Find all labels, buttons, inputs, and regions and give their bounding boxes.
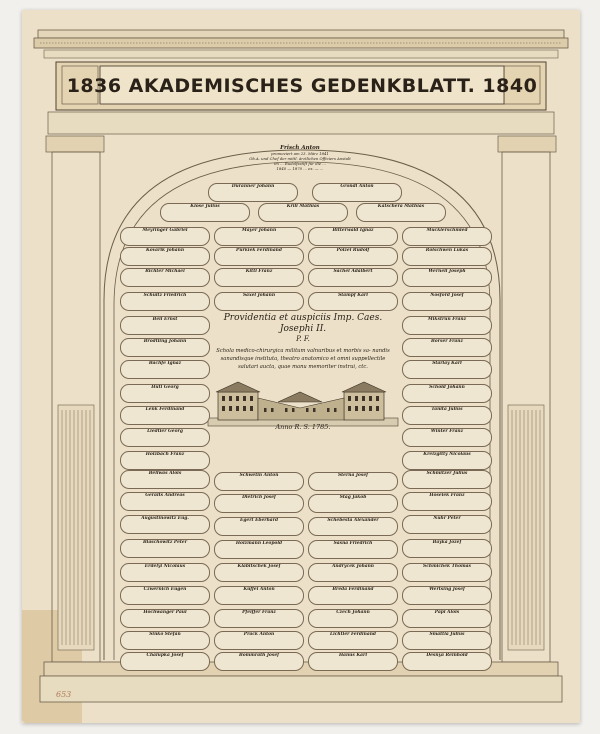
cartouche-name: Borser Franz <box>431 339 463 344</box>
cartouche-name: Schwetin Anton <box>239 473 279 478</box>
cartouche-name: Sasna Friedrich <box>333 541 373 546</box>
name-cartouche <box>308 494 398 513</box>
name-cartouche <box>308 652 398 671</box>
cartouche-name: Küffel Anton <box>243 587 275 592</box>
name-cartouche <box>402 563 492 582</box>
name-cartouche <box>120 292 210 311</box>
name-cartouche <box>214 563 304 582</box>
cartouche-name: Krelzgitty Nicolaus <box>423 452 471 457</box>
name-cartouche <box>308 517 398 536</box>
cartouche-name: Prack Anton <box>243 632 275 637</box>
cartouche-name: Mayer Johann <box>241 228 277 233</box>
name-cartouche <box>120 539 210 558</box>
memorial-title: 1836 AKADEMISCHES GEDENKBLATT. 1840 <box>66 75 538 97</box>
name-cartouche <box>402 406 492 425</box>
name-cartouche <box>308 472 398 491</box>
cartouche-name: Lenk Ferdinand <box>145 407 185 412</box>
cartouche-name: Klose Julius <box>190 204 220 209</box>
name-cartouche <box>258 203 348 222</box>
cartouche-name: Brodtling Johann <box>143 339 187 344</box>
name-cartouche <box>120 492 210 511</box>
name-cartouche <box>402 652 492 671</box>
cartouche-name: Grondl Anton <box>340 184 374 189</box>
cartouche-name: Desnya Reinhold <box>426 653 468 658</box>
name-cartouche <box>402 609 492 628</box>
name-cartouche <box>214 652 304 671</box>
name-cartouche <box>402 384 492 403</box>
name-cartouche <box>214 472 304 491</box>
name-cartouche <box>402 631 492 650</box>
cartouche-name: Richter Michael <box>145 269 185 274</box>
cartouche-name: Erdelyi Nicolaus <box>144 564 186 569</box>
cartouche-name: Schultz Friedrich <box>143 293 187 298</box>
cartouche-name: Schebesta Alexander <box>327 518 379 523</box>
name-cartouche <box>308 631 398 650</box>
name-cartouche <box>402 247 492 266</box>
inscription-line: Josephi II. <box>279 324 327 334</box>
name-cartouche <box>120 451 210 470</box>
name-cartouche <box>402 470 492 489</box>
cartouche-name: Hoselek Franz <box>429 493 465 498</box>
name-cartouche <box>214 631 304 650</box>
cartouche-name: Kittl Franz <box>245 269 273 274</box>
name-cartouche <box>120 338 210 357</box>
name-cartouche <box>214 586 304 605</box>
cartouche-name: Krill Mathias <box>286 204 320 209</box>
name-cartouche <box>308 227 398 246</box>
cartouche-name: Pfeiffer Franz <box>242 610 276 615</box>
cartouche-name: Meyringer Gabriel <box>142 228 188 233</box>
name-cartouche <box>214 247 304 266</box>
name-cartouche <box>312 183 402 202</box>
name-cartouche <box>402 586 492 605</box>
cartouche-name: Papl Alois <box>434 610 460 615</box>
name-cartouche <box>308 268 398 287</box>
name-cartouche <box>120 515 210 534</box>
founder-line: promoviert am 23. März 1841 <box>271 151 329 156</box>
cartouche-name: Hochwanger Paul <box>143 610 187 615</box>
cartouche-name: Klabitschek Josef <box>237 564 281 569</box>
cartouche-name: Saxel Johann <box>242 293 276 298</box>
name-cartouche <box>214 494 304 513</box>
founder-line: Ob.A. und Chef der mittl. ärztlichen Officiers Anstalt <box>249 156 351 161</box>
cartouche-name: Beil Ernst <box>152 317 178 322</box>
name-cartouche <box>120 563 210 582</box>
founder-name: Frisch Anton <box>280 145 320 151</box>
name-cartouche <box>214 292 304 311</box>
name-cartouche <box>402 515 492 534</box>
cartouche-name: Schmitzer Julius <box>426 471 468 476</box>
cartouche-name: Sachel Adalbert <box>333 269 373 274</box>
name-cartouche <box>308 563 398 582</box>
cartouche-name: Andrycek Johann <box>332 564 374 569</box>
name-cartouche <box>214 517 304 536</box>
name-cartouche <box>120 631 210 650</box>
inscription-line: P. F. <box>296 335 310 343</box>
cartouche-name: Schold Johann <box>429 385 465 390</box>
cartouche-name: Wernell Joseph <box>428 269 466 274</box>
cartouche-name: Egert Eberhard <box>239 518 279 523</box>
founder-line: 1840 — 1870 ... ex. — ... <box>276 166 324 171</box>
name-cartouche <box>214 268 304 287</box>
cartouche-name: Hutl Georg <box>151 385 179 390</box>
cartouche-name: Augustinowitz Eug. <box>141 516 189 521</box>
name-cartouche <box>402 539 492 558</box>
pencil-note: 653 <box>56 690 72 699</box>
cartouche-name: Dietrich Josef <box>242 495 276 500</box>
cartouche-name: Czwernich Eugen <box>143 587 187 592</box>
cartouche-name: Pürkiek Ferdinand <box>236 248 282 253</box>
cartouche-name: Lichtler Ferdinand <box>330 632 376 637</box>
cartouche-name: Holzmann Leopold <box>235 541 283 546</box>
name-cartouche <box>214 227 304 246</box>
name-cartouche <box>402 316 492 335</box>
cartouche-name: Holzbach Franz <box>145 452 185 457</box>
name-cartouche <box>308 586 398 605</box>
cartouche-name: Katschera Mathias <box>377 204 425 209</box>
founder-entry <box>190 145 410 179</box>
name-cartouche <box>120 586 210 605</box>
cartouche-name: Mikstrun Franz <box>427 317 467 322</box>
cartouche-name: Geraits Andreas <box>145 493 185 498</box>
cartouche-name: Sinko Stefan <box>149 632 181 637</box>
cartouche-name: Chalupka Josef <box>146 653 184 658</box>
cartouche-name: Mucklerschmied <box>426 228 468 233</box>
name-cartouche <box>308 247 398 266</box>
inscription-body: Schola medico-chirurgica militum valnuribus et morbis sa- nandis sanandisque instituta, theatro anatomico et omni suppellectile salutari aucta, quae manu memoriter instrui, ctc. <box>216 348 390 370</box>
name-cartouche <box>120 428 210 447</box>
name-cartouche <box>402 492 492 511</box>
cartouche-name: Duranner Johann <box>231 184 275 189</box>
name-cartouche <box>402 227 492 246</box>
name-cartouche <box>120 652 210 671</box>
name-cartouche <box>120 227 210 246</box>
cartouche-name: Tanita Julius <box>431 407 463 412</box>
name-cartouche <box>120 316 210 335</box>
latin-inscription <box>210 312 396 431</box>
cartouche-name: Schmichek Thomas <box>423 564 471 569</box>
cartouche-name: Hanus Karl <box>338 653 368 658</box>
name-cartouche <box>208 183 298 202</box>
inscription-line: Providentia et auspiciis Imp. Caes. <box>223 313 383 323</box>
name-cartouche <box>120 268 210 287</box>
cartouche-name: Nuhr Peter <box>433 516 461 521</box>
name-cartouche <box>402 292 492 311</box>
inscription-year: Anno R. S. 1785. <box>275 423 331 431</box>
name-cartouche <box>402 451 492 470</box>
cartouche-name: Czech Johann <box>336 610 370 615</box>
cartouche-name: Breda Ferdinand <box>332 587 374 592</box>
name-cartouche <box>402 360 492 379</box>
cartouche-name: Stampf Karl <box>338 293 368 298</box>
cartouche-name: Polzel Rudolf <box>336 248 370 253</box>
name-cartouche <box>308 292 398 311</box>
cartouche-name: Liedtler Georg <box>147 429 183 434</box>
cartouche-name: Bellwas Alois <box>148 471 182 476</box>
name-cartouche <box>120 360 210 379</box>
founder-line: im ... Rudolfsstift für die ... <box>274 161 326 166</box>
cartouche-name: Bayka Jozef <box>432 540 462 545</box>
name-cartouche <box>120 609 210 628</box>
name-cartouche <box>120 247 210 266</box>
cartouche-name: Starlay Karl <box>432 361 462 366</box>
cartouche-name: Sterna Josef <box>337 473 369 478</box>
cartouche-name: Bitterwald Ignaz <box>332 228 374 233</box>
name-cartouche <box>402 338 492 357</box>
cartouche-name: Smattla Julius <box>429 632 465 637</box>
name-cartouche <box>308 540 398 559</box>
cartouche-name: Kovarik Johann <box>145 248 185 253</box>
name-cartouche <box>120 406 210 425</box>
cartouche-name: Bachfe Ignaz <box>148 361 182 366</box>
name-cartouche <box>402 268 492 287</box>
cartouche-name: Wertsing Josef <box>429 587 465 592</box>
name-cartouche <box>120 384 210 403</box>
cartouche-name: Blaschowitz Peter <box>142 540 188 545</box>
name-cartouche <box>308 609 398 628</box>
name-cartouche <box>402 428 492 447</box>
name-cartouche <box>356 203 446 222</box>
cartouche-name: Rolschwen Lukas <box>425 248 469 253</box>
cartouche-name: Bommrath Josef <box>239 653 279 658</box>
cartouche-name: Nosford Josef <box>430 293 464 298</box>
name-cartouche <box>214 540 304 559</box>
name-cartouche <box>120 470 210 489</box>
cartouche-name: Stag Jakob <box>339 495 367 500</box>
cartouche-name: Winter Franz <box>430 429 464 434</box>
name-cartouche <box>160 203 250 222</box>
name-cartouche <box>214 609 304 628</box>
